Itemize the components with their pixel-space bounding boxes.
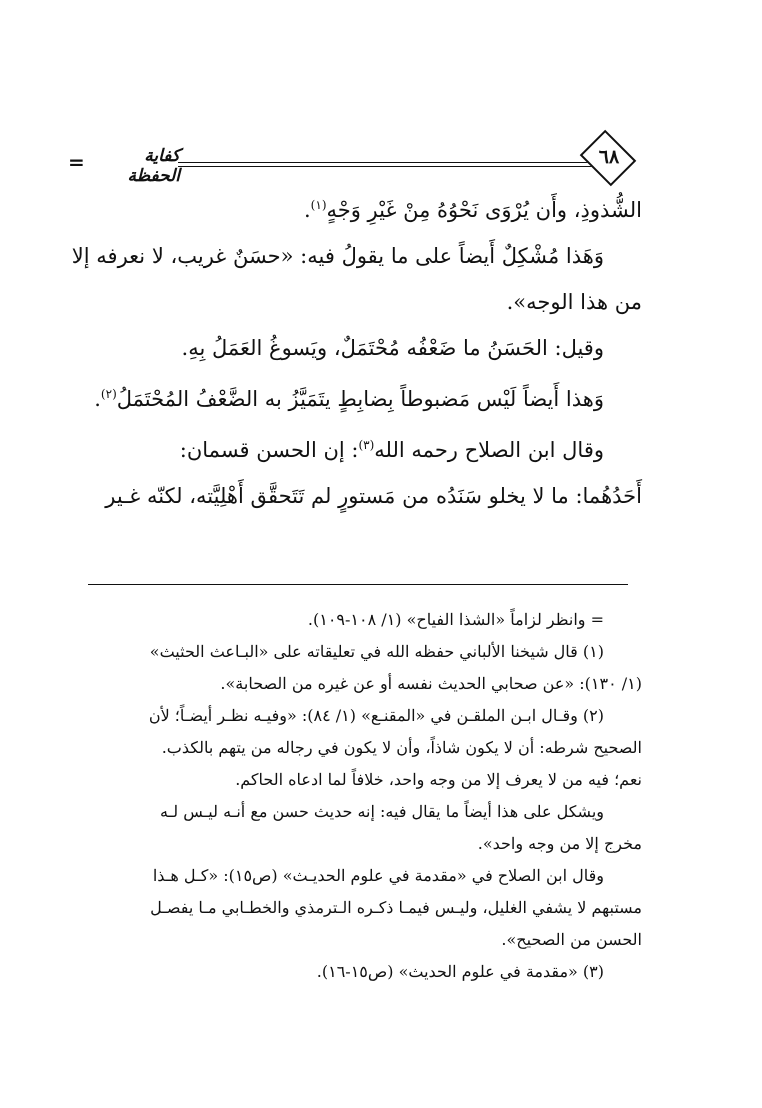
main-line-2: وَهَذا مُشْكِلٌ أَيضاً على ما يقولُ فيه: «حسَنٌ غريب، لا نعرفه إلا [71, 244, 604, 268]
footnote-line: الصحيح شرطه: أن لا يكون شاذاً، وأن لا يكون في رجاله من يتهم بالكذب. [161, 738, 642, 757]
header-rule-double [178, 166, 592, 167]
main-line-1: الشُّذوذِ، وأَن يُرْوَى نَحْوُهُ مِنْ غَيْرِ وَجْهٍ$^{(١)}$. [303, 198, 642, 222]
footnote-ref-3: (٣) [358, 438, 375, 452]
footnote-ref-2: (٢) [100, 387, 117, 401]
footnote-line: الحسن من الصحيح». [501, 930, 642, 949]
footnotes [60, 604, 642, 988]
main-text [60, 182, 642, 519]
footnote-line: ويشكل على هذا أيضاً ما يقال فيه: إنه حديث حسن مع أنـه ليـس لـه [159, 802, 604, 821]
footnote-line: مستبهم لا يشفي الغليل، وليـس فيمـا ذكـره الـترمذي والخطـابي مـا يفصـل [150, 898, 642, 917]
header-rule [178, 162, 592, 163]
footnote-line: مخرج إلا من وجه واحد». [477, 834, 642, 853]
footnote-line: (٣) «مقدمة في علوم الحديث» (ص١٥-١٦). [316, 962, 604, 981]
main-line-7: أَحَدُهُما: ما لا يخلو سَنَدُه من مَستورٍ لم تَتَحقَّق أَهْلِيَّته، لكنّه غـير [105, 484, 642, 508]
footnote-separator [88, 584, 628, 585]
footnote-line: = وانظر لزاماً «الشذا الفياح» (١/ ١٠٨-١٠٩). [307, 610, 604, 629]
main-line-3: من هذا الوجه». [506, 290, 642, 314]
main-line-6: وقال ابن الصلاح رحمه الله$^{(٣)}$: إن الحسن قسمان: [179, 438, 604, 462]
footnote-ref-1: (١) [310, 198, 327, 212]
footnote-line: (١/ ١٣٠): «عن صحابي الحديث نفسه أو عن غيره من الصحابة». [220, 674, 642, 693]
running-header [68, 138, 648, 186]
footnote-line: (١) قال شيخنا الألباني حفظه الله في تعليقاته على «البـاعث الحثيث» [149, 642, 604, 661]
page-number: ٦٨ [598, 146, 620, 168]
footnote-line: نعم؛ فيه من لا يعرف إلا من وجه واحد، خلافاً لما ادعاه الحاكم. [235, 770, 642, 789]
book-title: كفاية الحفظة [127, 146, 180, 186]
footnote-line: وقال ابن الصلاح في «مقدمة في علوم الحديـث» (ص١٥): «كـل هـذا [152, 866, 604, 885]
main-line-4: وقيل: الحَسَنُ ما ضَعْفُه مُحْتَمَلٌ، ويَسوغُ العَمَلُ بِهِ. [181, 336, 604, 360]
footnote-line: (٢) وقـال ابـن الملقـن في «المقنـع» (١/ ٨٤): «وفيـه نظـر أيضـاً؛ لأن [148, 706, 604, 725]
header-dash: = [68, 150, 85, 174]
main-line-5: وَهذا أَيضاً لَيْس مَضبوطاً بِضابِطٍ يتَمَيَّزُ به الضَّعْفُ المُحْتَمَلُ$^{(٢)}$. [94, 387, 604, 411]
